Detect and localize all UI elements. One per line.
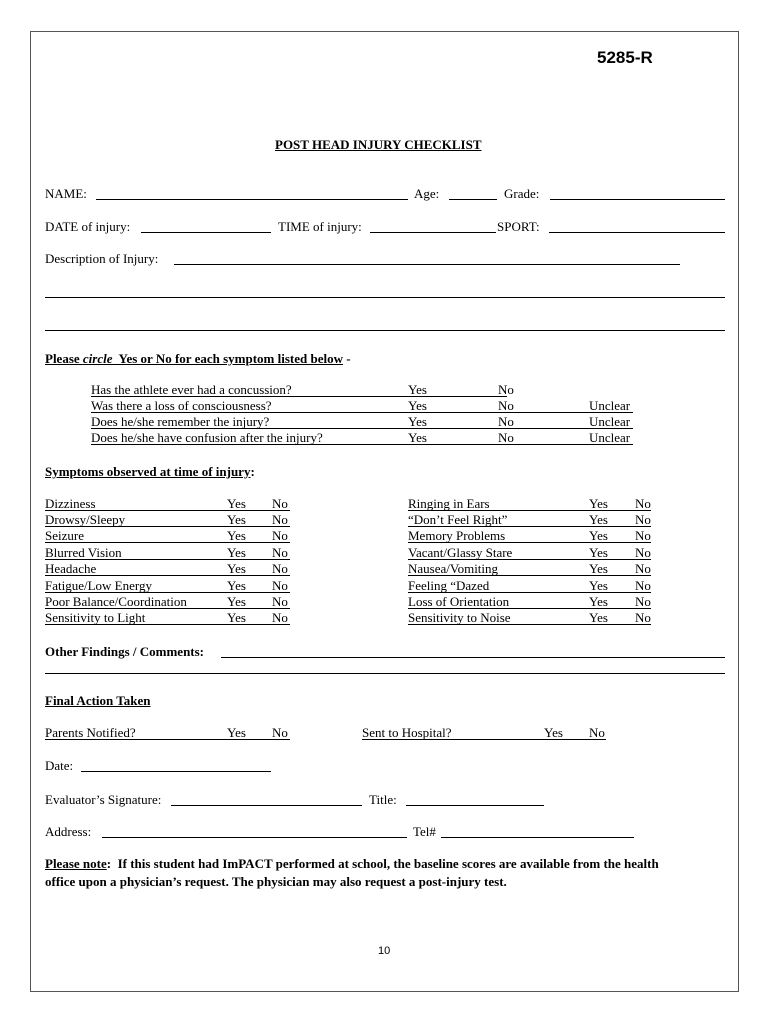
date-field[interactable]: [81, 771, 271, 772]
age-field[interactable]: [449, 199, 497, 200]
no-option[interactable]: No: [272, 610, 288, 625]
yes-option[interactable]: Yes: [227, 528, 246, 543]
parents-notified-row: [45, 725, 290, 740]
symptom-row: [45, 578, 290, 593]
no-option[interactable]: No: [635, 610, 651, 625]
description-line-3[interactable]: [45, 330, 725, 331]
no-option[interactable]: No: [635, 545, 651, 560]
question-row: [91, 414, 633, 429]
description-field[interactable]: [174, 264, 680, 265]
symptom-row: [408, 545, 651, 560]
no-option[interactable]: No: [635, 578, 651, 593]
yes-option[interactable]: Yes: [408, 430, 427, 445]
symptom-label: Feeling “Dazed: [408, 578, 490, 593]
symptom-row: [45, 561, 290, 576]
circle-word: circle: [82, 351, 113, 366]
yes-option[interactable]: Yes: [227, 594, 246, 609]
unclear-option[interactable]: Unclear: [589, 430, 631, 445]
grade-label: Grade:: [504, 186, 540, 201]
no-option[interactable]: No: [498, 382, 514, 397]
yes-option[interactable]: Yes: [589, 512, 608, 527]
no-option[interactable]: No: [635, 512, 651, 527]
symptom-label: Seizure: [45, 528, 84, 543]
yes-option[interactable]: Yes: [589, 578, 608, 593]
time-of-injury-label: TIME of injury:: [278, 219, 362, 234]
symptoms-heading: Symptoms observed at time of injury:: [45, 464, 255, 479]
page-number: 10: [378, 945, 391, 957]
symptom-label: Poor Balance/Coordination: [45, 594, 187, 609]
symptom-row: [45, 610, 290, 625]
final-action-heading: Final Action Taken: [45, 693, 151, 708]
yes-option[interactable]: Yes: [227, 561, 246, 576]
symptom-label: Blurred Vision: [45, 545, 122, 560]
symptom-label: Vacant/Glassy Stare: [408, 545, 513, 560]
no-option[interactable]: No: [635, 496, 651, 511]
no-option[interactable]: No: [635, 561, 651, 576]
grade-field[interactable]: [550, 199, 725, 200]
yes-option[interactable]: Yes: [589, 545, 608, 560]
yes-option[interactable]: Yes: [408, 382, 427, 397]
yes-option[interactable]: Yes: [589, 561, 608, 576]
evaluator-signature-label: Evaluator’s Signature:: [45, 792, 162, 807]
question-row: [91, 398, 633, 413]
no-option[interactable]: No: [272, 594, 288, 609]
document-number: 5285-R: [597, 48, 653, 67]
symptom-label: Memory Problems: [408, 528, 506, 543]
symptom-row: [45, 512, 290, 527]
symptom-row: [45, 594, 290, 609]
tel-label: Tel#: [413, 824, 436, 839]
parents-notified-label: Parents Notified?: [45, 725, 136, 740]
address-label: Address:: [45, 824, 92, 839]
question-row: [91, 430, 633, 445]
symptom-label: Dizziness: [45, 496, 96, 511]
unclear-option[interactable]: Unclear: [589, 414, 631, 429]
no-option[interactable]: No: [272, 578, 288, 593]
yes-option[interactable]: Yes: [589, 594, 608, 609]
no-option[interactable]: No: [272, 545, 288, 560]
age-label: Age:: [414, 186, 440, 201]
yes-option[interactable]: Yes: [589, 528, 608, 543]
yes-option[interactable]: Yes: [227, 725, 246, 740]
circle-instruction: Please circle Yes or No for each symptom listed below -: [45, 351, 351, 366]
question-text: Has the athlete ever had a concussion?: [91, 382, 292, 397]
description-line-2[interactable]: [45, 297, 725, 298]
symptom-label: Headache: [45, 561, 97, 576]
no-option[interactable]: No: [272, 512, 288, 527]
yes-option[interactable]: Yes: [227, 545, 246, 560]
sent-to-hospital-label: Sent to Hospital?: [362, 725, 452, 740]
yes-option[interactable]: Yes: [408, 398, 427, 413]
no-option[interactable]: No: [272, 496, 288, 511]
no-option[interactable]: No: [498, 398, 514, 413]
yes-option[interactable]: Yes: [227, 512, 246, 527]
title-label: Title:: [369, 792, 397, 807]
symptom-row: [408, 561, 651, 576]
page-title: POST HEAD INJURY CHECKLIST: [275, 137, 482, 152]
evaluator-signature-field[interactable]: [171, 805, 362, 806]
symptom-row: [408, 610, 651, 625]
yes-option[interactable]: Yes: [589, 496, 608, 511]
yes-option[interactable]: Yes: [544, 725, 563, 740]
yes-option[interactable]: Yes: [408, 414, 427, 429]
name-field[interactable]: [96, 199, 408, 200]
no-option[interactable]: No: [635, 528, 651, 543]
date-of-injury-label: DATE of injury:: [45, 219, 131, 234]
symptom-label: Nausea/Vomiting: [408, 561, 499, 576]
sport-field[interactable]: [549, 232, 725, 233]
yes-option[interactable]: Yes: [227, 578, 246, 593]
tel-field[interactable]: [441, 837, 634, 838]
please-note-line-2: office upon a physician’s request. The physician may also request a post-injury test.: [45, 874, 507, 889]
unclear-option[interactable]: Unclear: [589, 398, 631, 413]
symptom-label: “Don’t Feel Right”: [408, 512, 508, 527]
symptom-label: Loss of Orientation: [408, 594, 510, 609]
time-of-injury-field[interactable]: [370, 232, 496, 233]
symptom-row: [45, 496, 290, 511]
question-text: Was there a loss of consciousness?: [91, 398, 272, 413]
symptom-row: [408, 578, 651, 593]
other-findings-label: Other Findings / Comments:: [45, 644, 205, 659]
symptom-row: [45, 528, 290, 543]
no-option[interactable]: No: [498, 430, 514, 445]
symptom-label: Drowsy/Sleepy: [45, 512, 126, 527]
symptom-label: Fatigue/Low Energy: [45, 578, 152, 593]
sport-label: SPORT:: [497, 219, 540, 234]
date-label: Date:: [45, 758, 74, 773]
symptom-row: [408, 594, 651, 609]
symptom-row: [408, 512, 651, 527]
symptom-label: Ringing in Ears: [408, 496, 490, 511]
sent-to-hospital-row: [362, 725, 606, 740]
yes-option[interactable]: Yes: [589, 610, 608, 625]
no-option[interactable]: No: [272, 725, 288, 740]
other-findings-field[interactable]: [221, 657, 725, 658]
name-label: NAME:: [45, 186, 87, 201]
no-option[interactable]: No: [635, 594, 651, 609]
title-field[interactable]: [406, 805, 544, 806]
no-option[interactable]: No: [272, 528, 288, 543]
symptom-label: Sensitivity to Light: [45, 610, 146, 625]
no-option[interactable]: No: [589, 725, 605, 740]
please-note: Please note: If this student had ImPACT performed at school, the baseline scores are available from the health: [45, 856, 659, 871]
no-option[interactable]: No: [272, 561, 288, 576]
other-findings-line-2[interactable]: [45, 673, 725, 674]
question-text: Does he/she have confusion after the injury?: [91, 430, 323, 445]
no-option[interactable]: No: [498, 414, 514, 429]
date-of-injury-field[interactable]: [141, 232, 271, 233]
yes-option[interactable]: Yes: [227, 496, 246, 511]
address-field[interactable]: [102, 837, 407, 838]
description-label: Description of Injury:: [45, 251, 159, 266]
question-row: [91, 382, 633, 397]
symptom-label: Sensitivity to Noise: [408, 610, 511, 625]
yes-option[interactable]: Yes: [227, 610, 246, 625]
symptom-row: [45, 545, 290, 560]
question-text: Does he/she remember the injury?: [91, 414, 270, 429]
symptom-row: [408, 496, 651, 511]
symptom-row: [408, 528, 651, 543]
